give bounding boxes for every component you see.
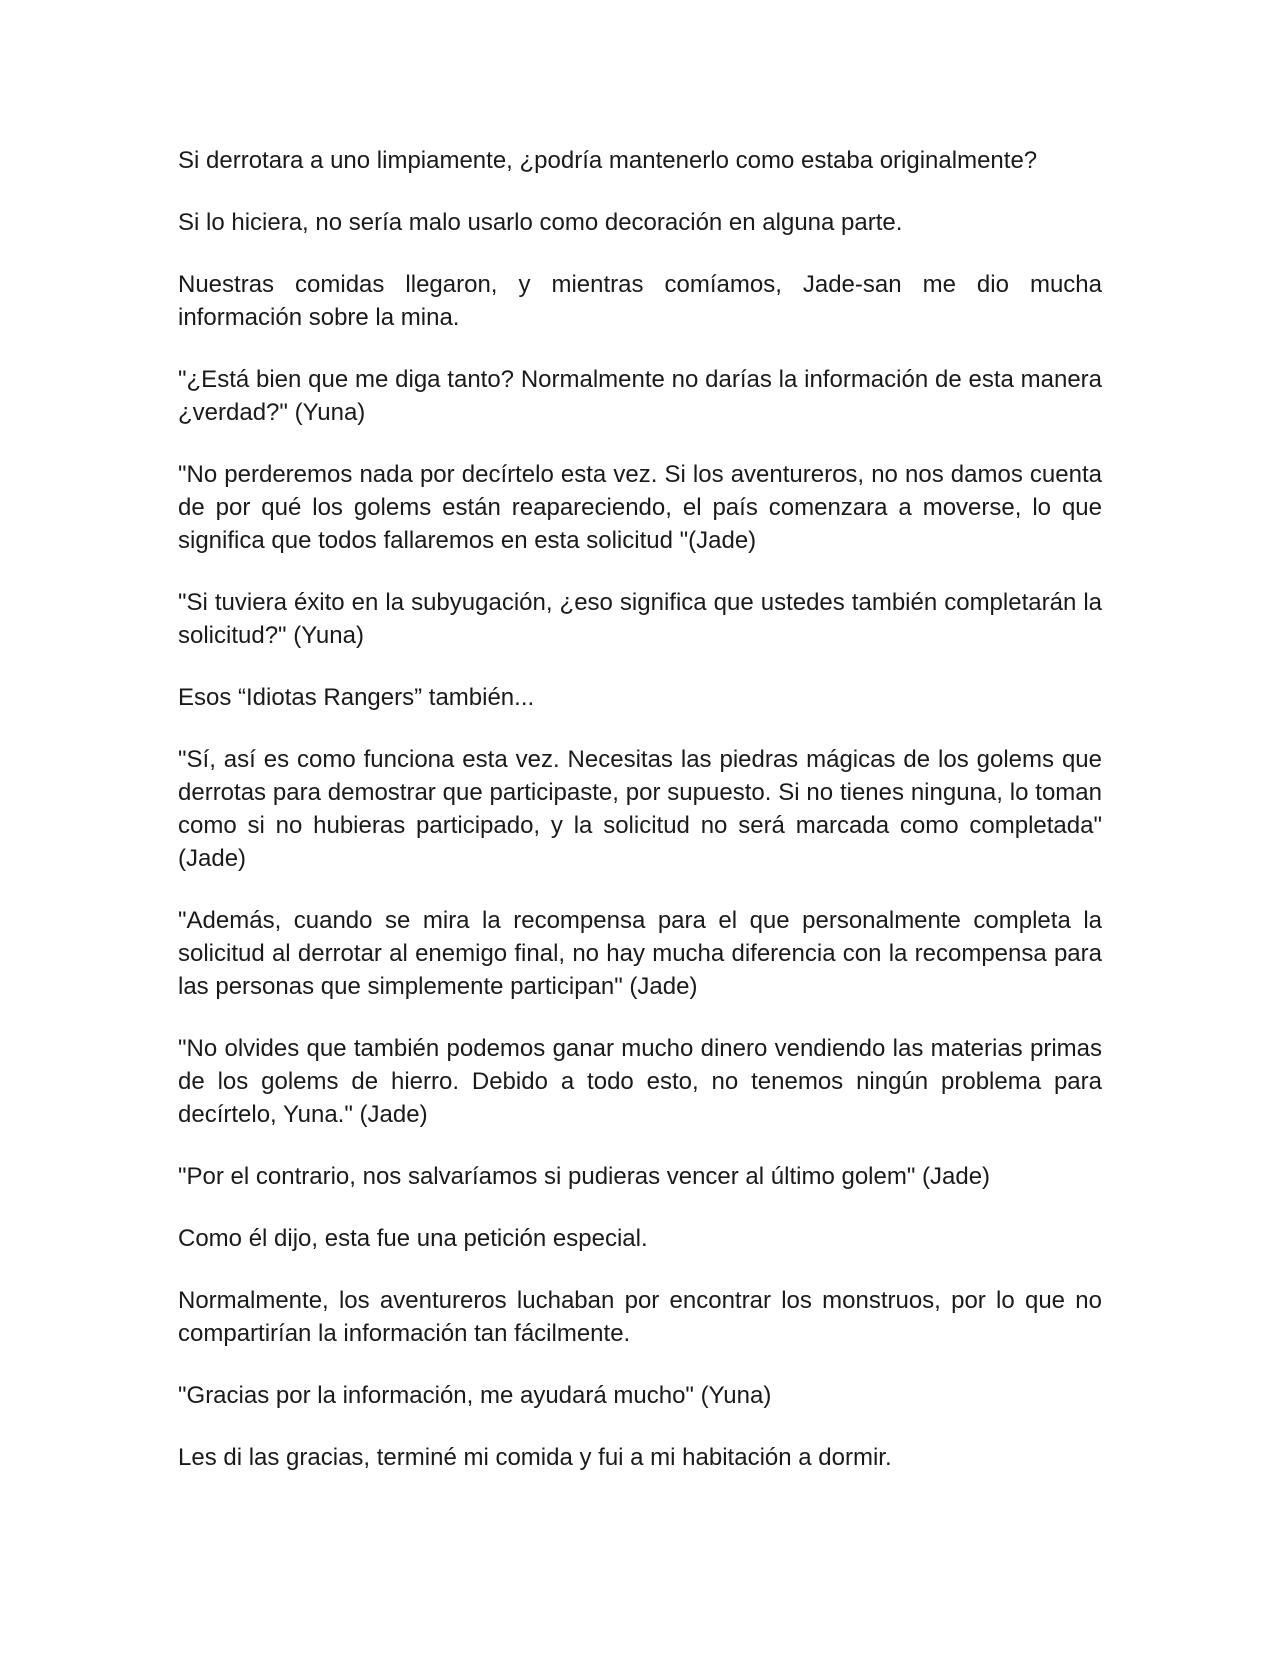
- paragraph: "Por el contrario, nos salvaríamos si pudieras vencer al último golem" (Jade): [178, 1163, 991, 1190]
- paragraph: "Gracias por la información, me ayudará mucho" (Yuna): [178, 1382, 772, 1409]
- paragraph: "Si tuviera éxito en la subyugación, ¿eso significa que ustedes también completarán la solicitud?" (Yuna): [178, 589, 1102, 649]
- paragraph: Si derrotara a uno limpiamente, ¿podría mantenerlo como estaba originalmente?: [178, 147, 1038, 174]
- paragraph: Como él dijo, esta fue una petición especial.: [178, 1225, 648, 1252]
- paragraph: Nuestras comidas llegaron, y mientras comíamos, Jade-san me dio mucha información sobre la mina.: [178, 271, 1102, 331]
- paragraph: "Sí, así es como funciona esta vez. Necesitas las piedras mágicas de los golems que derrotas para demostrar que participaste, por supuesto. Si no tienes ninguna, lo toman como si no hubieras participado, y la solicitud no será marcada como completada" (Jade): [178, 746, 1102, 872]
- document-page: [178, 144, 1102, 1503]
- paragraph: Normalmente, los aventureros luchaban por encontrar los monstruos, por lo que no compartirían la información tan fácilmente.: [178, 1287, 1102, 1347]
- paragraph: "No olvides que también podemos ganar mucho dinero vendiendo las materias primas de los golems de hierro. Debido a todo esto, no tenemos ningún problema para decírtelo, Yuna." (Jade): [178, 1035, 1102, 1128]
- paragraph: Les di las gracias, terminé mi comida y fui a mi habitación a dormir.: [178, 1444, 892, 1471]
- paragraph: Si lo hiciera, no sería malo usarlo como decoración en alguna parte.: [178, 209, 903, 236]
- paragraph: "Además, cuando se mira la recompensa para el que personalmente completa la solicitud al derrotar al enemigo final, no hay mucha diferencia con la recompensa para las personas que simplemente participan" (Jade): [178, 907, 1102, 1000]
- paragraph: "¿Está bien que me diga tanto? Normalmente no darías la información de esta manera ¿verdad?" (Yuna): [178, 366, 1102, 426]
- paragraph: "No perderemos nada por decírtelo esta vez. Si los aventureros, no nos damos cuenta de por qué los golems están reapareciendo, el país comenzara a moverse, lo que significa que todos fallaremos en esta solicitud "(Jade): [178, 461, 1102, 554]
- paragraph: Esos “Idiotas Rangers” también...: [178, 684, 535, 711]
